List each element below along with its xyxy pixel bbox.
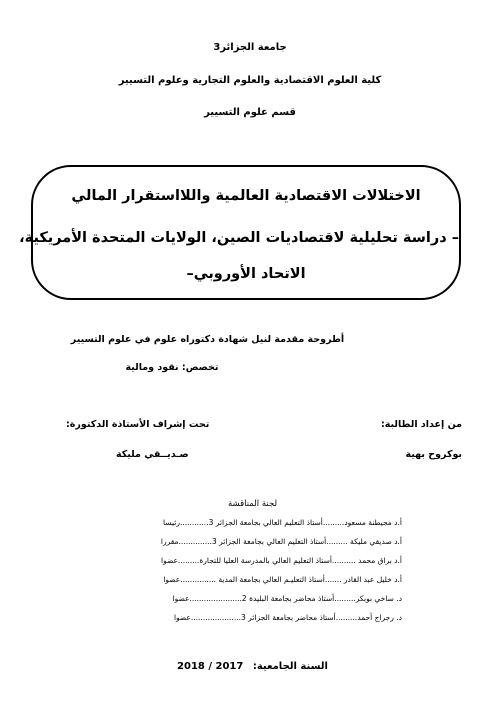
thesis-statement: أطروحة مقدمة لنيل شهادة دكتوراه علوم في علوم التسيير [70,334,345,345]
thesis-title-line-3: الاتحاد الأوروبي– [186,266,306,282]
thesis-title-line-1: الاختلالات الاقتصادية العالمية واللااستقرار المالي [71,188,421,204]
committee-title: لجنة المناقشة [227,499,278,509]
faculty-name: كلية العلوم الاقتصادية والعلوم التجارية وعلوم التسيير [118,75,382,86]
thesis-title-line-2: – دراسة تحليلية لاقتصاديات الصين، الولايات المتحدة الأمريكية، [19,230,459,246]
specialization: تخصص: نقود ومالية [125,362,219,373]
department-name: قسم علوم التسيير [204,107,296,118]
student-label: من إعداد الطالبة: [380,419,462,430]
committee-member: أ.د براق محمد ..........أستاذ التعليم العالي بالمدرسة العليا للتجارة.........عضوا [160,556,402,565]
thesis-title-box [19,165,461,300]
committee-member: أ.د صديقي مليكة .........أستاذ التعليم العالي بجامعة الجزائر 3..............مقررا [160,537,402,546]
academic-year-value: 2017 / 2018 [177,661,244,672]
committee-members-list [82,518,402,632]
university-name: جامعة الجزائر3 [213,42,287,53]
academic-year [0,661,500,672]
supervisor-label: تحت إشراف الأستاذة الدكتورة: [66,419,210,430]
student-name: بوكروح بهية [405,449,462,460]
supervisor-name: صـديــقي مليكة [116,449,189,460]
committee-member: أ.د مجيطنة مسعود.........أستاذ التعليم العالي بجامعة الجزائر 3............رئيسا [163,518,402,527]
committee-member: د. رجراج أحمد.........أستاذ محاضر بجامعة الجزائر 3.....................عضوا [173,613,402,622]
academic-year-label: السنة الجامعية: [252,661,328,672]
committee-member: د. ساخي بوبكر.........أستاذ محاضر بجامعة البليدة 2......................عضوا [172,594,402,603]
committee-member: أ.د خليل عبد القادر .......أستاذ التعليـم العالي بجامعة المدية ...............عضوا [163,575,402,584]
